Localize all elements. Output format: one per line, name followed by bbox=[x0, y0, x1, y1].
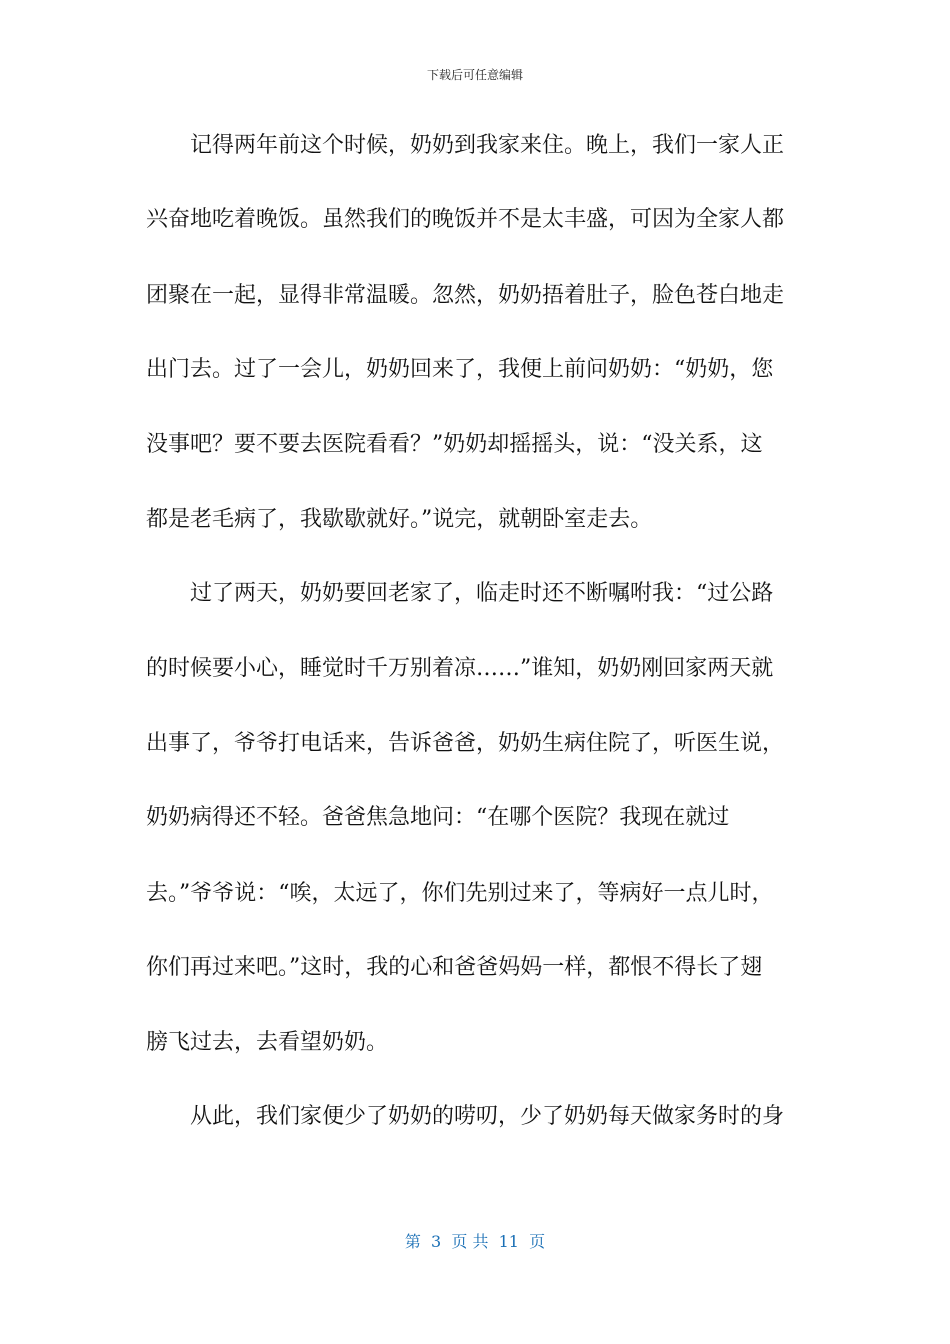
body-line: 的时候要小心，睡觉时千万别着凉……”谁知，奶奶刚回家两天就 bbox=[146, 656, 774, 681]
body-line: 团聚在一起，显得非常温暖。忽然，奶奶捂着肚子，脸色苍白地走 bbox=[146, 283, 785, 308]
body-line: 没事吧？要不要去医院看看？”奶奶却摇摇头，说：“没关系，这 bbox=[146, 432, 763, 457]
body-line: 过了两天，奶奶要回老家了，临走时还不断嘱咐我：“过公路 bbox=[146, 581, 774, 606]
page-indicator: 第 3 页 共 11 页 bbox=[404, 1232, 546, 1251]
body-line: 出事了，爷爷打电话来，告诉爸爸，奶奶生病住院了，听医生说， bbox=[146, 731, 785, 756]
body-line: 去。”爷爷说：“唉，太远了，你们先别过来了，等病好一点儿时， bbox=[146, 881, 774, 906]
body-line: 膀飞过去，去看望奶奶。 bbox=[146, 1030, 389, 1055]
body-line: 你们再过来吧。”这时，我的心和爸爸妈妈一样，都恨不得长了翅 bbox=[146, 955, 763, 980]
body-line: 奶奶病得还不轻。爸爸焦急地问：“在哪个医院？我现在就过 bbox=[146, 805, 730, 830]
body-line: 都是老毛病了，我歇歇就好。”说完，就朝卧室走去。 bbox=[146, 507, 653, 532]
header-note: 下载后可任意编辑 bbox=[426, 68, 523, 82]
body-line: 记得两年前这个时候，奶奶到我家来住。晚上，我们一家人正 bbox=[146, 133, 785, 158]
body-line: 兴奋地吃着晚饭。虽然我们的晚饭并不是太丰盛，可因为全家人都 bbox=[146, 207, 785, 232]
body-line: 出门去。过了一会儿，奶奶回来了，我便上前问奶奶：“奶奶，您 bbox=[146, 357, 774, 382]
body-line: 从此，我们家便少了奶奶的唠叨，少了奶奶每天做家务时的身 bbox=[146, 1104, 785, 1129]
